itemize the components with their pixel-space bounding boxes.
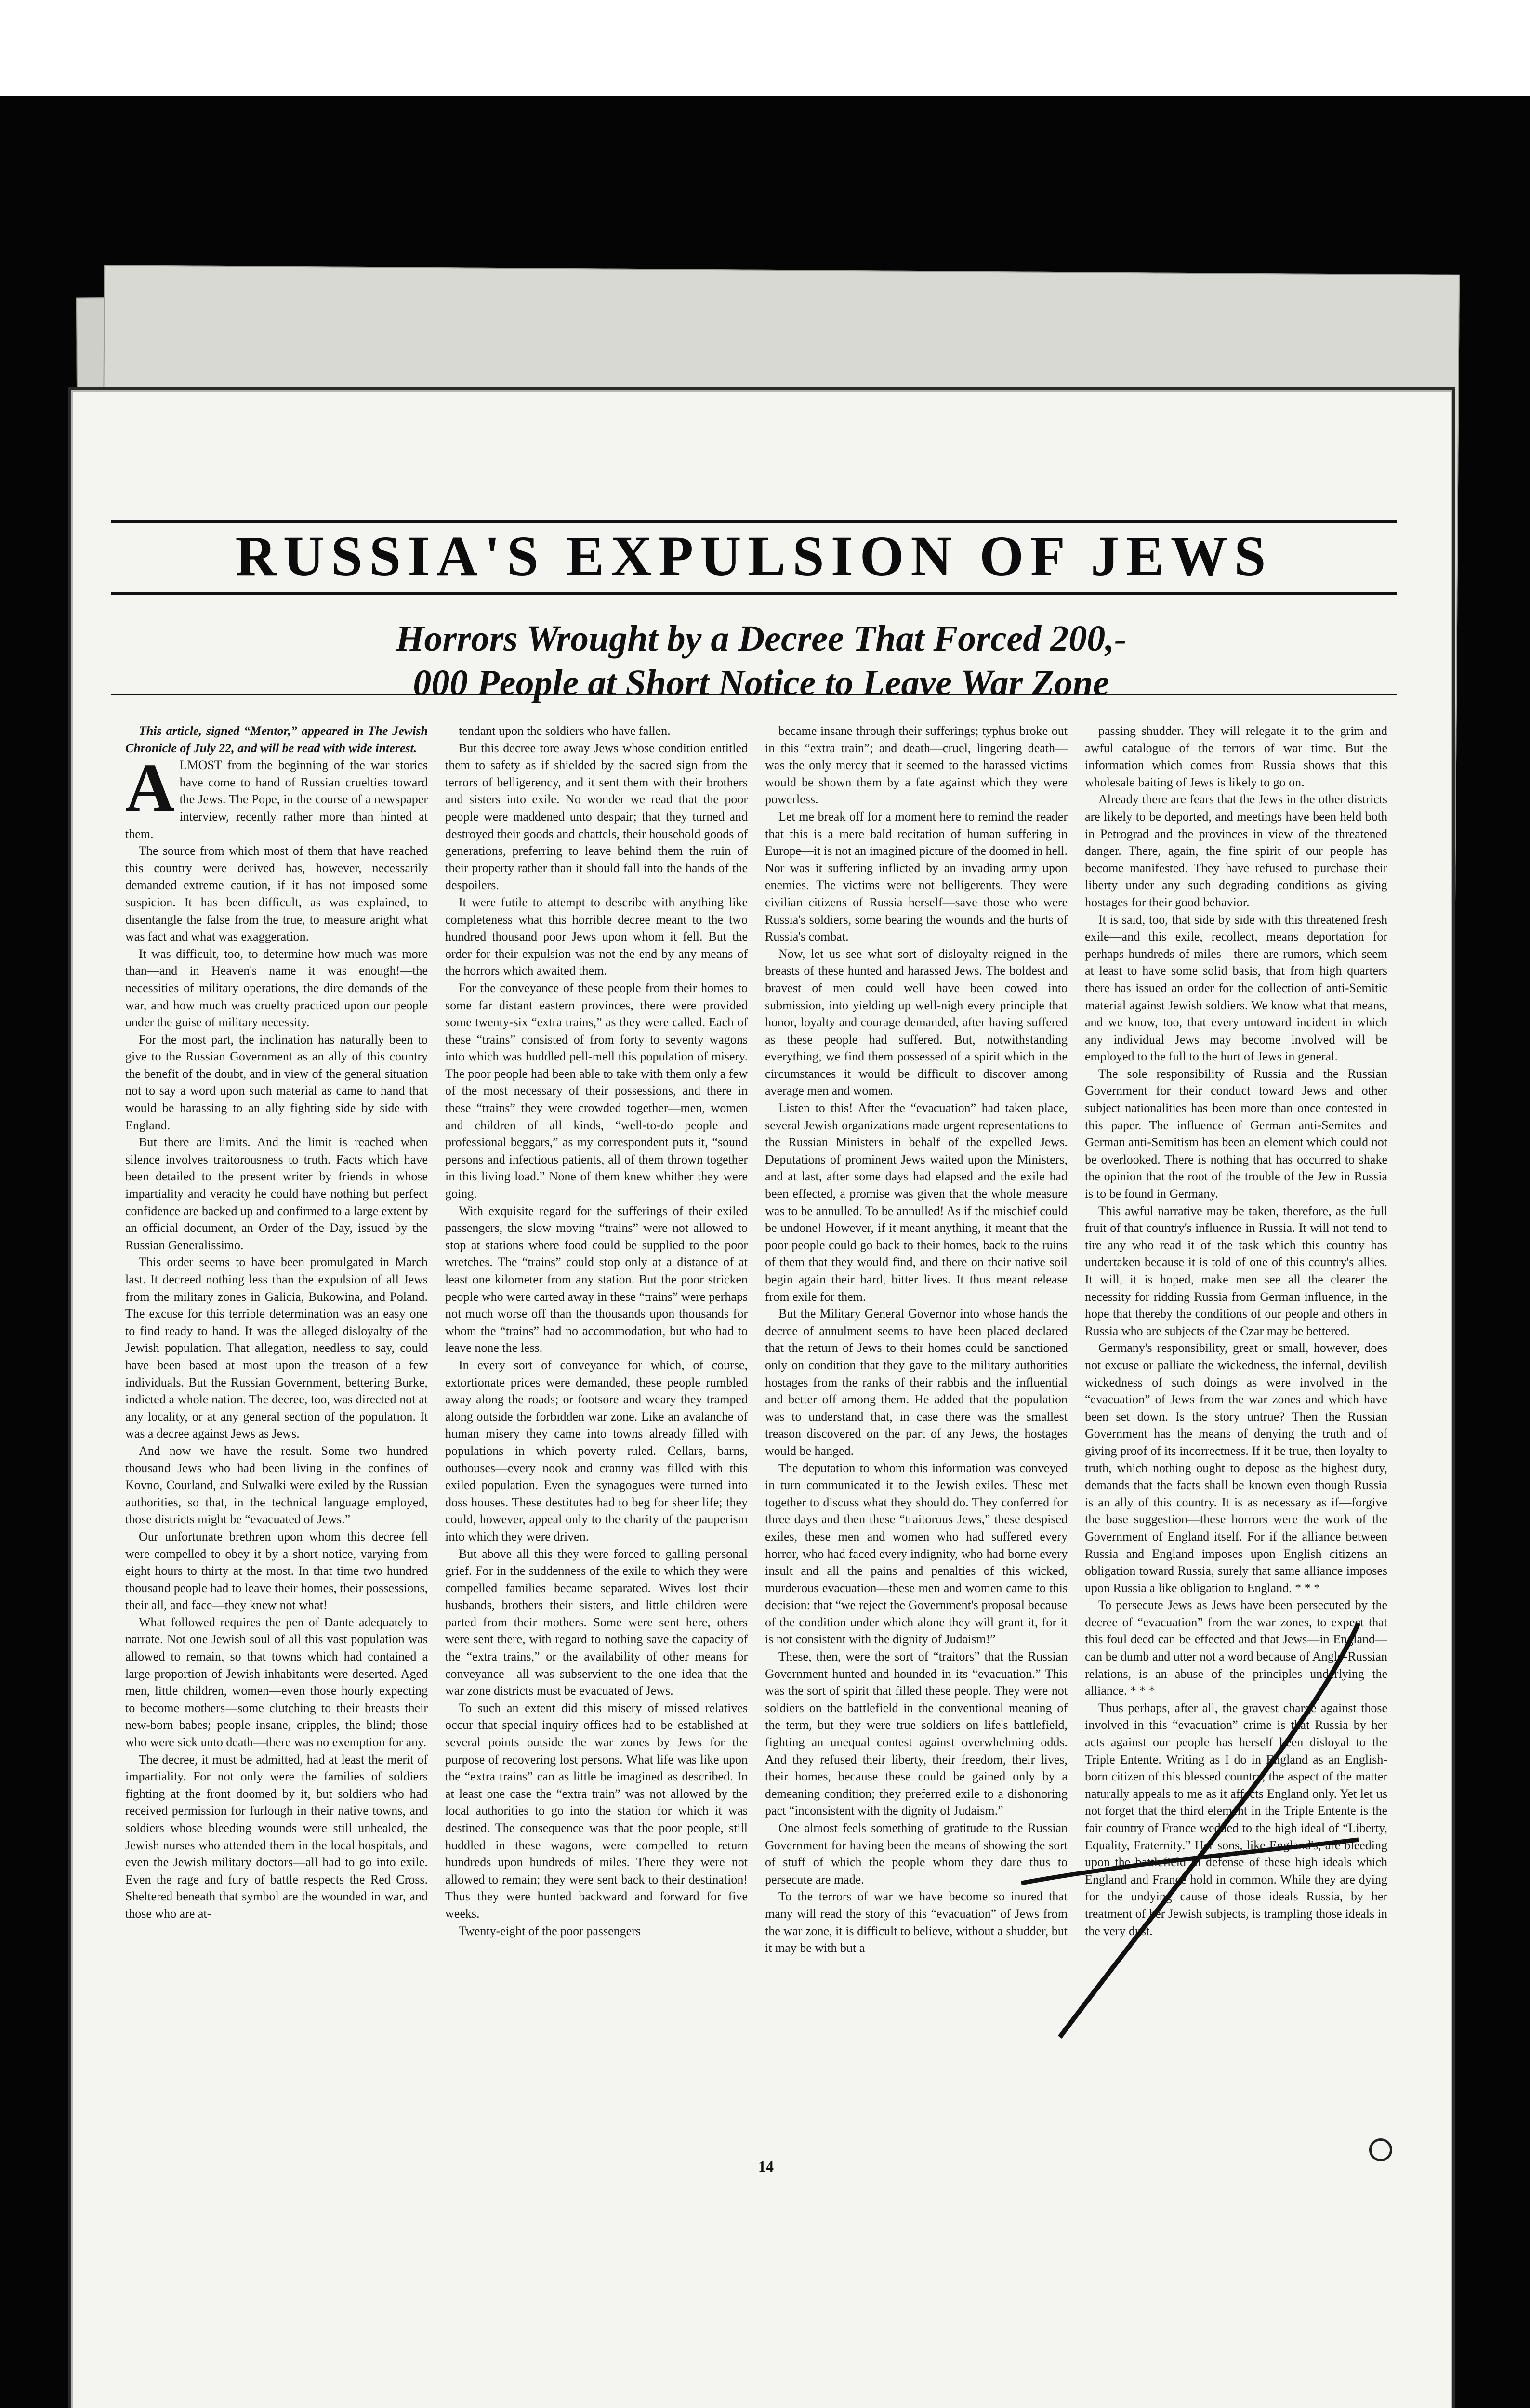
- drop-cap: A: [125, 749, 175, 826]
- article-paragraph: To the terrors of war we have become so inured that many will read the story of this “evacuation” of Jews from the war zone, it is difficult to believe, without a shudder, but it may be with but a: [765, 1889, 1068, 1955]
- article-paragraph: Now, let us see what sort of disloyalty reigned in the breasts of these hunted and harassed Jews. The boldest and bravest of men could well have been cowed into submission, into yielding up well-nigh every principle that honor, loyalty and courage demanded, after having suffered as these people had suffered. But, notwithstanding everything, we find them possessed of a spirit which in the circumstances it would be difficult to discover among average men and women.: [765, 946, 1068, 1098]
- article-paragraph: Germany's responsibility, great or small, however, does not excuse or palliate the wickedness, the infernal, devilish wickedness of such doings as were involved in the “evacuation” of Jews from the war zones and which have been set down. Is the story untrue? Then the Russian Government has the means of denying the truth and of giving proof of its incorrectness. If it be true, then loyalty to truth, which nothing ought to depose as the highest duty, demands that the facts shall be known even though Russia is an ally of this country. It is as necessary as if—forgive the base suggestion—these horrors were the work of the Government of England itself. For if the alliance between Russia and England imposes upon English citizens an obligation toward Russia, surely that same alliance imposes upon Russia a like obligation to England. * * *: [1085, 1341, 1387, 1595]
- article-paragraph: The source from which most of them that have reached this country were derived has, however, necessarily demanded extreme caution, if it has not imposed some suspicion. It has been difficult, as was explained, to disentangle the false from the true, to measure aright what was fact and what was exaggeration.: [125, 844, 428, 944]
- article-paragraph: This order seems to have been promulgated in March last. It decreed nothing less than the expulsion of all Jews from the military zones in Galicia, Bukowina, and Poland. The excuse for this terrible determination was an easy one to find ready to hand. It was the alleged disloyalty of the Jewish population. That allegation, needless to say, could have been based at most upon the treason of a few individuals. But the Russian Government, bettering Burke, indicted a whole nation. The decree, too, was directed not at any locality, or at any general section of the population. It was a decree against Jews as Jews.: [125, 1255, 428, 1441]
- article-paragraph: And now we have the result. Some two hundred thousand Jews who had been living in the confines of Kovno, Courland, and Sulwalki were exiled by the Russian authorities, so that, in the technical language employed, those districts might be “evacuated of Jews.”: [125, 1443, 428, 1527]
- article-paragraph: To persecute Jews as Jews have been persecuted by the decree of “evacuation” from the war zones, to expect that this foul deed can be effected and that Jews—in England—can be dumb and utter not a word because of Anglo-Russian relations, is an abuse of the principles underlying the alliance. * * *: [1085, 1598, 1387, 1698]
- article-paragraph: But the Military General Governor into whose hands the decree of annulment seems to have been placed declared that the return of Jews to their homes could be sanctioned only on condition that they gave to the military authorities hostages from the ranks of their rabbis and the influential and better off among them. He added that the population was to understand that, in case there was the smallest treason discovered on the part of any Jews, the hostages would be hanged.: [765, 1307, 1068, 1458]
- article-paragraph: Let me break off for a moment here to remind the reader that this is a mere bald recitation of human suffering in Europe—it is not an imagined picture of the doomed in hell. Nor was it suffering inflicted by an invading army upon enemies. The victims were not belligerents. They were civilian citizens of Russia herself—save those who were Russia's soldiers, some bearing the wounds and the hurts of Russia's combat.: [765, 809, 1068, 944]
- article-paragraph: The deputation to whom this information was conveyed in turn communicated it to the Jewish exiles. These met together to discuss what they should do. They conferred for three days and then these “traitorous Jews,” these despised exiles, these men and women who had suffered every horror, who had faced every indignity, who had borne every insult and all the pains and penalties of this wicked, murderous evacuation—these men and women came to this decision: that “we reject the Government's proposal because of the condition under which alone they will grant it, for it is not consistent with the dignity of Judaism!”: [765, 1461, 1068, 1647]
- subtitle-rule: [111, 694, 1397, 695]
- article-paragraph: These, then, were the sort of “traitors” that the Russian Government hunted and hounded in its “evacuation.” This was the sort of spirit that filled these people. They were not soldiers on the battlefield in the conventional meaning of the term, but they were true soldiers on life's battlefield, fighting an unequal contest against overwhelming odds. And they refused their liberty, their freedom, their lives, their homes, because these could be gained only by a demeaning condition; they preferred exile to a dishonoring pact “inconsistent with the dignity of Judaism.”: [765, 1649, 1068, 1818]
- article-column-2: [445, 722, 748, 2148]
- article-paragraph: LMOST from the beginning of the war stories have come to hand of Russian cruelties toward the Jews. The Pope, in the course of a newspaper interview, recently rather more than hinted at them.: [125, 758, 428, 841]
- article-paragraph: It is said, too, that side by side with this threatened fresh exile—and this exile, recollect, means deportation for perhaps hundreds of miles—there are rumors, which seem at least to have some solid basis, that from high quarters there has issued an order for the collection of anti-Semitic material against Jewish soldiers. We know what that means, and we know, too, that every untoward incident in which any individual Jews may become involved will be employed to the full to the hurt of Jews in general.: [1085, 912, 1387, 1064]
- punch-hole: [1369, 2138, 1392, 2161]
- article-paragraph: The decree, it must be admitted, had at least the merit of impartiality. For not only were the families of soldiers fighting at the front doomed by it, but soldiers who had received permission for furlough in their native towns, and soldiers whose bleeding wounds were still unhealed, the Jewish nurses who attended them in the local hospitals, and even the Jewish military doctors—all had to go into exile. Even the rage and fury of battle respects the Red Cross. Sheltered beneath that symbol are the wounded in war, and those who are at-: [125, 1752, 428, 1921]
- article-paragraph: It was difficult, too, to determine how much was more than—and in Heaven's name it was enough!—the necessities of military operations, the dire demands of the war, and how much was cruelty practiced upon our people under the guise of military necessity.: [125, 946, 428, 1030]
- article-paragraph: What followed requires the pen of Dante adequately to narrate. Not one Jewish soul of all this vast population was allowed to remain, so that towns which had contained a large proportion of Jewish inhabitants were deserted. Aged men, little children, women—even those hourly expecting to become mothers—some clutching to their breasts their new-born babes; people insane, cripples, the blind; those who were sick unto death—there was no exemption for any.: [125, 1615, 428, 1750]
- subtitle-line-1: Horrors Wrought by a Decree That Forced 200,-: [396, 618, 1127, 659]
- article-paragraph: tendant upon the soldiers who have fallen.: [459, 724, 671, 738]
- article-paragraph: For the conveyance of these people from their homes to some far distant eastern provinces, there were provided some twenty-six “extra trains,” as they were called. Each of these “trains” consisted of from forty to seventy wagons into which was huddled pell-mell this population of misery. The poor people had been able to take with them only a few of the most necessary of their possessions, and there in these “trains” they were crowded together—men, women and children of all kinds, “well-to-do people and professional beggars,” as my correspondent puts it, “sound persons and infectious patients, all of them thrown together in this living load.” None of them knew whither they were going.: [445, 981, 748, 1201]
- article-title: RUSSIA'S EXPULSION OF JEWS: [235, 524, 1273, 588]
- subtitle-line-2: 000 People at Short Notice to Leave War Zone: [413, 663, 1109, 703]
- page-number: 14: [758, 2158, 774, 2175]
- article-paragraph: This awful narrative may be taken, therefore, as the full fruit of that country's influence in Russia. It will not tend to tire any who read it of the task which this country has undertaken because it is told of one of this country's allies. It will, it is hoped, make men see all the clearer the necessity for ridding Russia from German influence, in the hope that thereby the conditions of our people and others in Russia who are subjects of the Czar may be bettered.: [1085, 1204, 1387, 1338]
- article-paragraph: With exquisite regard for the sufferings of their exiled passengers, the slow moving “trains” were not allowed to stop at stations where food could be supplied to the poor wretches. The “trains” could stop only at a distance of at least one kilometer from any station. But the poor stricken people who were carted away in these “trains” were perhaps not much worse off than the thousands upon thousands for whom the “trains” had no accommodation, but who had to leave none the less.: [445, 1204, 748, 1355]
- article-paragraph: In every sort of conveyance for which, of course, extortionate prices were demanded, these people rumbled away along the roads; or footsore and weary they tramped along outside the forbidden war zone. Like an avalanche of human misery they came into towns already filled with populations in which poverty ruled. Cellars, barns, outhouses—every nook and cranny was filled with this exiled population. Even the synagogues were turned into doss houses. These destitutes had to beg for sheer life; they could, however, appeal only to the charity of the pauperism into which they were driven.: [445, 1358, 748, 1544]
- article-paragraph: Listen to this! After the “evacuation” had taken place, several Jewish organizations made urgent representations to the Russian Ministers in behalf of the expelled Jews. Deputations of prominent Jews waited upon the Ministers, and at last, after some days had elapsed and the exile had been effected, a promise was given that the whole measure was to be annulled. To be annulled! As if the mischief could be undone! However, if it meant anything, it meant that the poor people could go back to their homes, back to the ruins of them that they would find, and there on their native soil begin again their hard, bitter lives. It thus meant release from exile for them.: [765, 1101, 1068, 1304]
- article-paragraph: But above all this they were forced to galling personal grief. For in the suddenness of the exile to which they were compelled families became separated. Wives lost their husbands, brothers their sisters, and little children were parted from their mothers. Some were sent here, others were sent there, with regard to nothing save the capacity of the “extra trains,” or the availability of other means for conveyance—all was subservient to the one idea that the war zone districts must be evacuated of Jews.: [445, 1546, 748, 1698]
- pen-mark: [1002, 1613, 1368, 2047]
- article-paragraph: One almost feels something of gratitude to the Russian Government for having been the means of showing the sort of stuff of which the people whom they dare thus to persecute are made.: [765, 1821, 1068, 1886]
- article-paragraph: became insane through their sufferings; typhus broke out in this “extra train”; and death—cruel, lingering death—was the only mercy that it seemed to the harassed victims would be shown them by a fate against which they were powerless.: [765, 724, 1068, 807]
- article-paragraph: Our unfortunate brethren upon whom this decree fell were compelled to obey it by a short notice, varying from eight hours to thirty at the most. In that time two hundred thousand people had to leave their homes, their possessions, their all, and face—they knew not what!: [125, 1529, 428, 1612]
- article-paragraph: To such an extent did this misery of missed relatives occur that special inquiry offices had to be established at several points outside the war zones by Jews for the purpose of recovering lost persons. What life was like upon the “extra trains” can as little be imagined as described. In at least one case the “extra train” was not allowed by the local authorities to go into the station for which it was destined. The consequence was that the poor people, still huddled in these wagons, were compelled to return hundreds upon hundreds of miles. There they were not allowed to remain; they were sent back to their destination! Thus they were hunted backward and forward for five weeks.: [445, 1701, 748, 1921]
- article-paragraph: Already there are fears that the Jews in the other districts are likely to be deported, and meetings have been held both in Petrograd and the provinces in view of the threatened danger. There, again, the fine spirit of our people has become manifested. They have refused to purchase their liberty under any such degrading conditions as giving hostages for their good behavior.: [1085, 792, 1387, 909]
- article-paragraph: It were futile to attempt to describe with anything like completeness what this horrible decree meant to the two hundred thousand poor Jews upon whom it fell. But the order for their expulsion was not the end by any means of the horrors which awaited them.: [445, 895, 748, 978]
- article-paragraph: Thus perhaps, after all, the gravest charge against those involved in this “evacuation” crime is that Russia by her acts against our people has herself been disloyal to the Triple Entente. Writing as I do in England as an English-born citizen of this blessed country, the aspect of the matter naturally appeals to me as it affects England only. Yet let us not forget that the third element in the Triple Entente is the fair country of France wedded to the high ideal of “Liberty, Equality, Fraternity.” Her sons, like England's, are bleeding upon the battlefield in defense of these high ideals which England and France hold in common. While they are dying for the undying cause of those ideals Russia, by her treatment of her Jewish subjects, is trampling those ideals in the very dust.: [1085, 1701, 1387, 1938]
- article-intro: This article, signed “Mentor,” appeared in The Jewish Chronicle of July 22, and will be read with wide interest.: [125, 724, 428, 755]
- title-rule-bottom: [111, 592, 1397, 595]
- article-paragraph: passing shudder. They will relegate it to the grim and awful catalogue of the terrors of war time. But the information which comes from Russia shows that this wholesale baiting of Jews is likely to go on.: [1085, 724, 1387, 789]
- article-paragraph: But there are limits. And the limit is reached when silence involves traitorousness to truth. Facts which have been detailed to the present writer by friends in whose impartiality and veracity he could have nothing but perfect confidence are backed up and confirmed to a large extent by an official document, an Order of the Day, issued by the Russian Generalissimo.: [125, 1135, 428, 1252]
- article-column-1: [125, 722, 428, 2148]
- article-paragraph: For the most part, the inclination has naturally been to give to the Russian Government as an ally of this country the benefit of the doubt, and in view of the general situation not to say a word upon such material as came to hand that would be harassing to an ally fighting side by side with England.: [125, 1032, 428, 1132]
- title-rule-top: [111, 520, 1397, 523]
- article-paragraph: Twenty-eight of the poor passengers: [459, 1924, 641, 1938]
- article-paragraph: But this decree tore away Jews whose condition entitled them to safety as if shielded by the sacred sign from the terrors of belligerency, and it sent them with their brothers and sisters into exile. No wonder we read that the poor people were maddened unto despair; that they turned and destroyed their goods and chattels, their household goods of generations, preferring to leave behind them the ruin of their property rather than it should fall into the hands of the despoilers.: [445, 741, 748, 892]
- article-paragraph: The sole responsibility of Russia and the Russian Government for their conduct toward Jews and other subject nationalities has been more than once contested in this paper. The influence of German anti-Semites and German anti-Semitism has been an element which could not be overlooked. There is nothing that has occurred to shake the opinion that the root of the trouble of the Jew in Russia is to be found in Germany.: [1085, 1066, 1387, 1201]
